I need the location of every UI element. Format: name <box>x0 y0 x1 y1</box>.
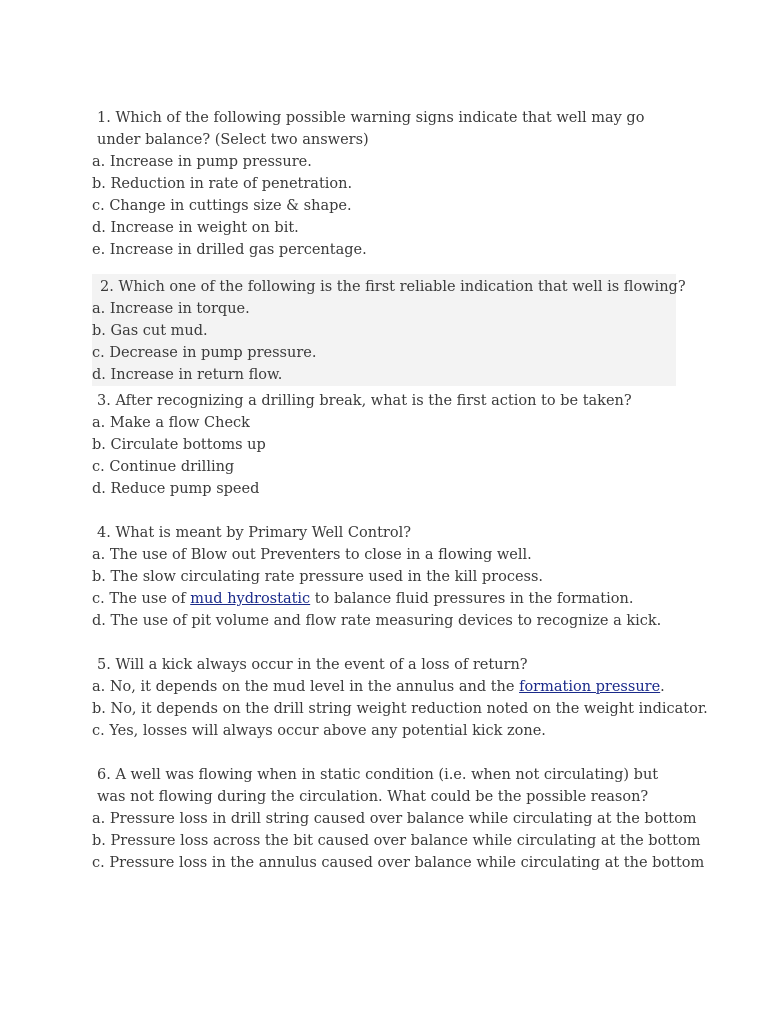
answer-option: c. Yes, losses will always occur above any potential kick zone. <box>92 723 546 739</box>
answer-option: b. The slow circulating rate pressure used in the kill process. <box>92 569 544 585</box>
answer-option: c. Change in cuttings size & shape. <box>92 198 352 214</box>
answer-option: d. Increase in weight on bit. <box>92 220 299 236</box>
answer-option: e. Increase in drilled gas percentage. <box>92 242 367 258</box>
option-suffix: . <box>660 679 665 695</box>
answer-option: d. Increase in return flow. <box>92 367 283 383</box>
answer-option: c. Continue drilling <box>92 459 235 475</box>
answer-option: b. Reduction in rate of penetration. <box>92 176 353 192</box>
answer-option: a. Increase in torque. <box>92 301 250 317</box>
question-text: 6. A well was flowing when in static condition (i.e. when not circulating) but was not flowing during the circulation. What could be the possible reason? <box>97 767 659 805</box>
answer-option: b. Circulate bottoms up <box>92 437 266 453</box>
question-text: 2. Which one of the following is the first reliable indication that well is flowing? <box>100 279 686 295</box>
option-suffix: to balance fluid pressures in the formation. <box>310 591 634 607</box>
answer-option: d. Reduce pump speed <box>92 481 260 497</box>
question-text: 4. What is meant by Primary Well Control? <box>97 525 411 541</box>
answer-option: a. The use of Blow out Preventers to close in a flowing well. <box>92 547 532 563</box>
question-5 <box>92 654 708 742</box>
document-body <box>92 107 708 896</box>
question-6 <box>92 764 705 874</box>
option-prefix: c. The use of <box>92 591 191 607</box>
formation-pressure-link[interactable]: formation pressure <box>519 679 661 695</box>
answer-option: b. Gas cut mud. <box>92 323 208 339</box>
question-text: 1. Which of the following possible warning signs indicate that well may go under balance? (Select two answers) <box>97 110 645 148</box>
question-text: 5. Will a kick always occur in the event of a loss of return? <box>97 657 528 673</box>
answer-option: a. Increase in pump pressure. <box>92 154 312 170</box>
answer-option <box>92 588 676 610</box>
answer-option: d. The use of pit volume and flow rate measuring devices to recognize a kick. <box>92 613 662 629</box>
answer-option: a. Make a flow Check <box>92 415 250 431</box>
question-4 <box>92 522 676 632</box>
question-1 <box>92 107 676 261</box>
answer-option <box>92 676 676 698</box>
answer-option: c. Decrease in pump pressure. <box>92 345 317 361</box>
option-prefix: a. No, it depends on the mud level in the annulus and the <box>92 679 520 695</box>
answer-option: c. Pressure loss in the annulus caused over balance while circulating at the bottom <box>92 855 705 871</box>
answer-option: b. Pressure loss across the bit caused over balance while circulating at the bottom <box>92 833 701 849</box>
question-text: 3. After recognizing a drilling break, what is the first action to be taken? <box>97 393 632 409</box>
answer-option: b. No, it depends on the drill string weight reduction noted on the weight indicator. <box>92 701 708 717</box>
question-2 <box>92 274 686 386</box>
mud-hydrostatic-link[interactable]: mud hydrostatic <box>190 591 311 607</box>
answer-option: a. Pressure loss in drill string caused over balance while circulating at the bottom <box>92 811 697 827</box>
question-3 <box>92 390 676 500</box>
